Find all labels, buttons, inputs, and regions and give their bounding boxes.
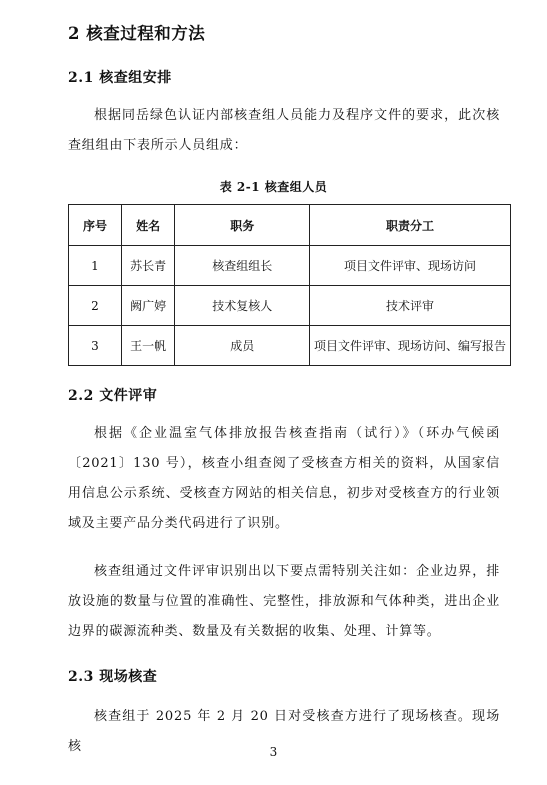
cell-index: 2 [69, 286, 122, 326]
cell-name: 苏长青 [121, 246, 175, 286]
header-position: 职务 [175, 205, 310, 246]
cell-name: 阙广婷 [121, 286, 175, 326]
table-header-row [69, 205, 511, 246]
cell-position: 技术复核人 [175, 286, 310, 326]
cell-position: 核查组组长 [175, 246, 310, 286]
subsection-heading-2-1: 2.1 核查组安排 [68, 70, 172, 86]
table-row [69, 286, 511, 326]
cell-duties: 项目文件评审、现场访问、编写报告 [309, 326, 510, 366]
table-caption: 表 2-1 核查组人员 [219, 180, 328, 194]
section-title: 2 核查过程和方法 [68, 24, 206, 43]
header-duties: 职责分工 [309, 205, 510, 246]
table-row [69, 326, 511, 366]
subsection-heading-2-2: 2.2 文件评审 [68, 388, 158, 404]
staff-table [68, 204, 511, 366]
cell-name: 王一帆 [121, 326, 175, 366]
header-name: 姓名 [121, 205, 175, 246]
page-number: 3 [269, 745, 278, 759]
table-row [69, 246, 511, 286]
paragraph-document-review: 根据《企业温室气体排放报告核查指南（试行）》（环办气候函〔2021〕130 号），核查小组查阅了受核查方相关的资料，从国家信用信息公示系统、受核查方网站的相关信息，初步对受核查方的行业领域及主要产品分类代码进行了识别。 [68, 426, 500, 531]
cell-index: 1 [69, 246, 122, 286]
paragraph-site-verification: 核查组于 2025 年 2 月 20 日对受核查方进行了现场核查。现场核 [68, 709, 500, 754]
paragraph-team-intro: 根据同岳绿色认证内部核查组人员能力及程序文件的要求，此次核查组组由下表所示人员组成： [68, 108, 500, 153]
header-index: 序号 [69, 205, 122, 246]
cell-duties: 项目文件评审、现场访问 [309, 246, 510, 286]
cell-position: 成员 [175, 326, 310, 366]
cell-duties: 技术评审 [309, 286, 510, 326]
subsection-heading-2-3: 2.3 现场核查 [68, 669, 158, 685]
paragraph-key-points: 核查组通过文件评审识别出以下要点需特别关注如：企业边界，排放设施的数量与位置的准确性、完整性，排放源和气体种类，进出企业边界的碳源流种类、数量及有关数据的收集、处理、计算等。 [68, 564, 500, 639]
cell-index: 3 [69, 326, 122, 366]
